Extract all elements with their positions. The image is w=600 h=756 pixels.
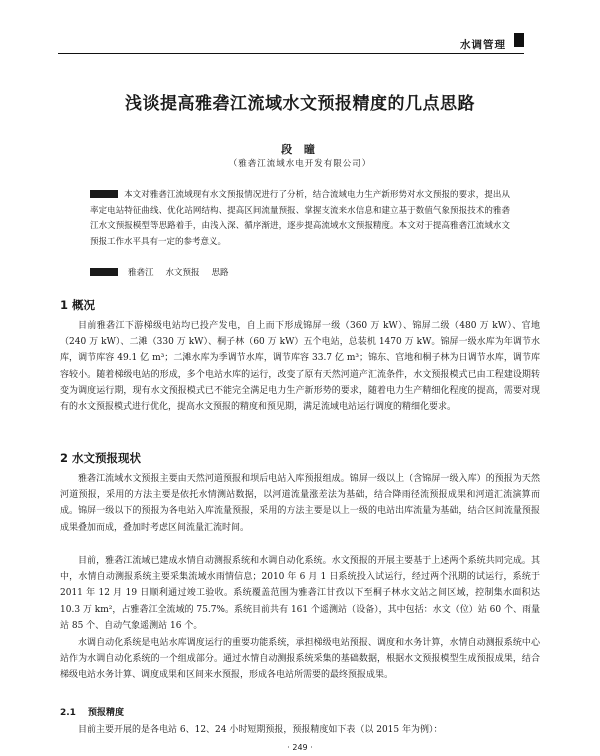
keywords — [90, 266, 510, 278]
section-2-paragraph-2: 目前，雅砻江流域已建成水情自动测报系统和水调自动化系统。水文预报的开展主要基于上述两个系统共同完成。其中，水情自动测报系统主要采集流域水雨情信息；2010 年 6 月 1 日系统投入试运行，经过两个汛期的试运行，系统于 2011 年 12 月 19 日顺利通过竣工验收。系统覆盖范围为雅砻江甘孜以下至桐子林水文站之间区域，控制集水面积达 10.3 万 km²，占雅砻江全流域的 75.7%。系统目前共有 161 个遥测站（设备），其中包括：水文（位）站 60 个、雨量站 85 个、自动气象遥测站 16 个。 — [60, 556, 540, 631]
section-2-paragraph-3: 水调自动化系统是电站水库调度运行的重要功能系统，承担梯级电站预报、调度和水务计算，水情自动测报系统中心站作为水调自动化系统的一个组成部分。通过水情自动测报系统采集的基础数据，根据水文预报模型生成预报成果，结合梯级电站水务计算、调度成果和区间来水预报，形成各电站所需要的最终预报成果。 — [60, 638, 540, 681]
subsection-2-1-paragraph: 目前主要开展的是各电站 6、12、24 小时短期预报，预报精度如下表（以 2015 年为例）： — [78, 725, 443, 735]
paper-title: 浅谈提高雅砻江流域水文预报精度的几点思路 — [125, 94, 475, 114]
section-heading-1: 1 概况 — [60, 298, 96, 312]
author-name: 段 曈 — [281, 143, 319, 156]
header-section-label: 水调管理 — [460, 39, 506, 51]
subsection-title: 预报精度 — [87, 708, 124, 718]
header-black-square — [514, 33, 524, 47]
abstract — [90, 188, 510, 250]
abstract-text: 本文对雅砻江流域现有水文预报情况进行了分析，结合流域电力生产新形势对水文预报的要求，提出从率定电站特征曲线、优化站网结构、提高区间流量预报、掌握支流来水信息和建立基于数值气象预报技术的雅砻江水文预报模型等思路着手，由浅入深、循序渐进，逐步提高流域水文预报精度。本文对于提高雅砻江流域水文预报工作水平具有一定的参考意义。 — [90, 190, 510, 247]
keyword: 雅砻江 — [128, 268, 154, 278]
section-2-paragraph-1: 雅砻江流域水文预报主要由天然河道预报和坝后电站入库预报组成。锦屏一级以上（含锦屏一级入库）的预报为天然河道预报，采用的方法主要是依托水情测站数据，以河道流量涨差法为基础，结合降雨径流预报成果和河道汇流演算而成。锦屏一级以下的预报为各电站入库流量预报，采用的方法主要是以上一级的电站出库流量为基础，结合区间流量预报成果叠加而成，叠加时考虑区间流量汇流时间。 — [60, 474, 540, 533]
page-number: · 249 · — [287, 743, 313, 752]
subsection-heading-2-1 — [60, 705, 124, 718]
author-affiliation: （雅砻江流域水电开发有限公司） — [228, 159, 372, 169]
keyword: 水文预报 — [165, 268, 200, 278]
running-header — [58, 37, 524, 53]
keywords-label-block — [90, 268, 118, 276]
subsection-number: 2.1 — [60, 708, 76, 718]
header-rule — [58, 53, 524, 54]
keyword: 思路 — [211, 268, 229, 278]
section-1-paragraph: 目前雅砻江下游梯级电站均已投产发电，自上而下形成锦屏一级（360 万 kW）、锦屏二级（480 万 kW）、官地（240 万 kW）、二滩（330 万 kW）、桐子林（60 万 kW）五个电站，总装机 1470 万 kW。锦屏一级水库为年调节水库，调节库容 49.1 亿 m³；二滩水库为季调节水库，调节库容 33.7 亿 m³；锦东、官地和桐子林为日调节水库，调节库容较小。随着梯级电站的形成，多个电站水库的运行，改变了原有天然河道产汇流条件，水文预报模式已由工程建设期转变为调度运行期，现有水文预报模式已不能完全满足电力生产新形势的要求，随着电力生产精细化程度的提高，需要对现有的水文预报模式进行优化，提高水文预报的精度和预见期，满足流域电站运行调度的精细化要求。 — [60, 321, 540, 413]
abstract-label-block — [90, 190, 118, 198]
section-heading-2: 2 水文预报现状 — [60, 451, 142, 465]
